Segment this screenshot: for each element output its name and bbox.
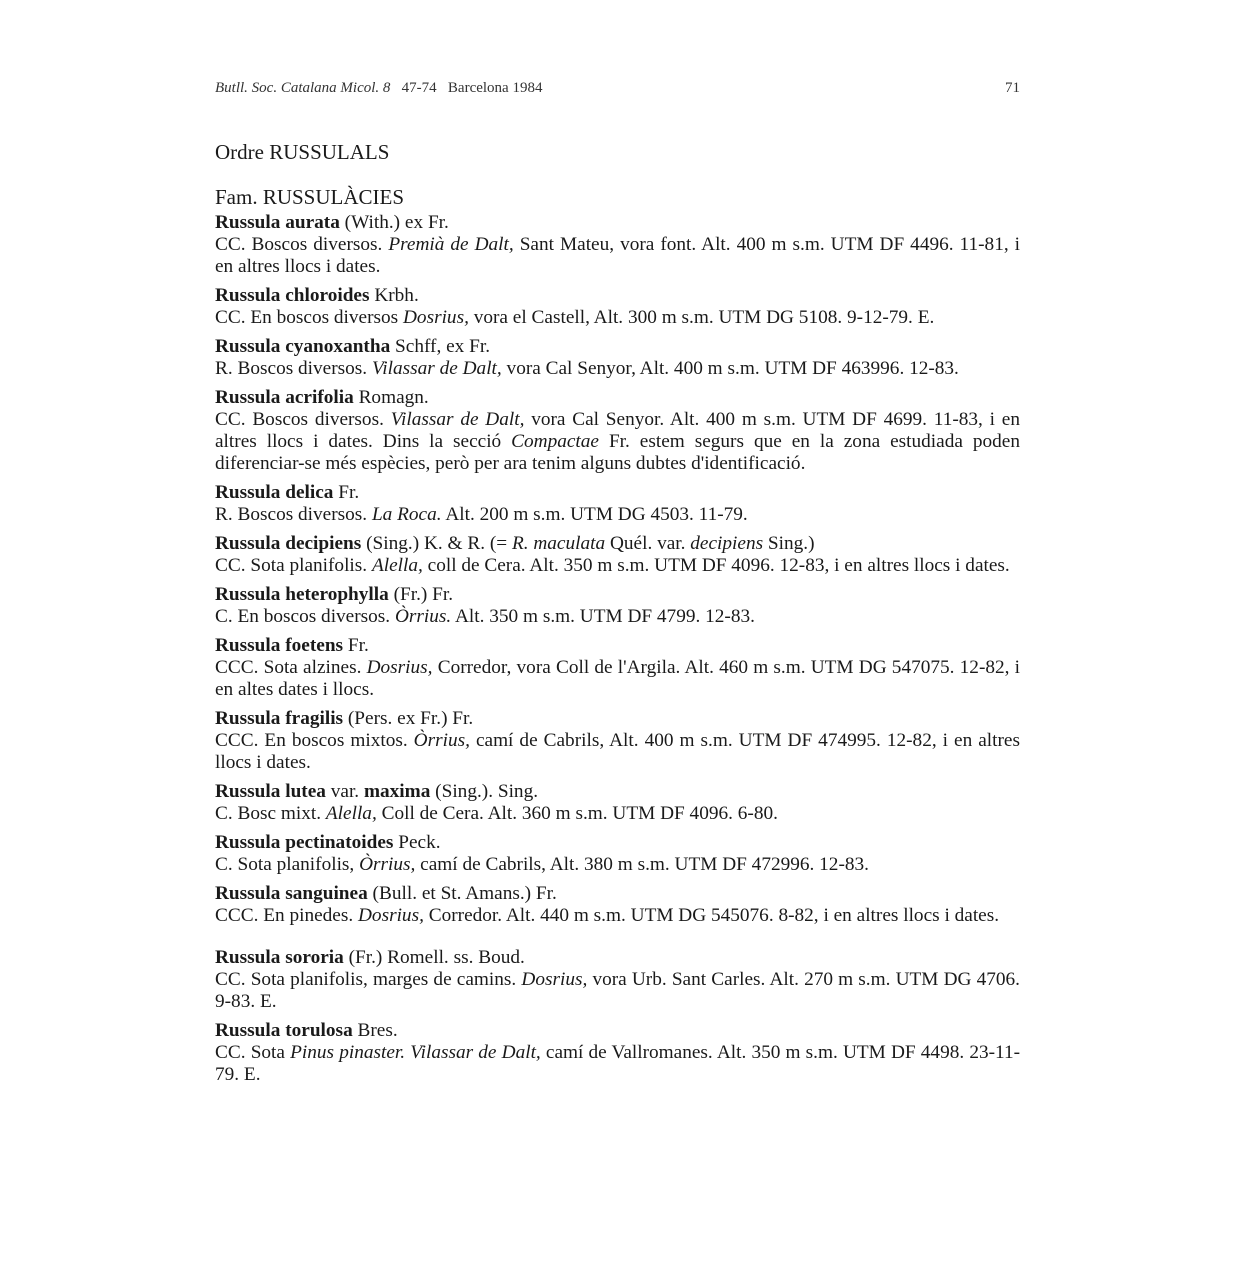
species-name: Russula decipiens (Sing.) K. & R. (= R. maculata Quél. var. decipiens Sing.) bbox=[215, 533, 815, 554]
species-description: C. En boscos diversos. Òrrius. Alt. 350 m s.m. UTM DF 4799. 12-83. bbox=[215, 606, 755, 627]
species-description: CC. En boscos diversos Dosrius, vora el Castell, Alt. 300 m s.m. UTM DG 5108. 9-12-79. E. bbox=[215, 307, 935, 328]
species-description: C. Sota planifolis, Òrrius, camí de Cabrils, Alt. 380 m s.m. UTM DF 472996. 12-83. bbox=[215, 854, 869, 875]
species-entry bbox=[215, 947, 1020, 1013]
species-name: Russula chloroides Krbh. bbox=[215, 285, 419, 306]
species-entry bbox=[215, 1020, 1020, 1086]
species-entry bbox=[215, 387, 1020, 475]
species-description: CCC. En boscos mixtos. Òrrius, camí de Cabrils, Alt. 400 m s.m. UTM DF 474995. 12-82, i en altres llocs i dates. bbox=[215, 730, 1020, 773]
species-name: Russula fragilis (Pers. ex Fr.) Fr. bbox=[215, 708, 474, 729]
species-name: Russula aurata (With.) ex Fr. bbox=[215, 212, 449, 233]
species-entry bbox=[215, 708, 1020, 774]
species-name: Russula sanguinea (Bull. et St. Amans.) Fr. bbox=[215, 883, 557, 904]
family-heading: Fam. RUSSULÀCIES bbox=[215, 185, 405, 209]
species-name: Russula pectinatoides Peck. bbox=[215, 832, 441, 853]
species-name: Russula acrifolia Romagn. bbox=[215, 387, 429, 408]
species-name: Russula torulosa Bres. bbox=[215, 1020, 398, 1041]
species-description: CCC. En pinedes. Dosrius, Corredor. Alt. 440 m s.m. UTM DG 545076. 8-82, i en altres llocs i dates. bbox=[215, 905, 1000, 926]
species-entry bbox=[215, 482, 1020, 526]
species-description: C. Bosc mixt. Alella, Coll de Cera. Alt. 360 m s.m. UTM DF 4096. 6-80. bbox=[215, 803, 778, 824]
species-entry bbox=[215, 285, 1020, 329]
species-description: CC. Sota planifolis, marges de camins. Dosrius, vora Urb. Sant Carles. Alt. 270 m s.m. UTM DG 4706. 9-83. E. bbox=[215, 969, 1020, 1012]
species-name: Russula delica Fr. bbox=[215, 482, 360, 503]
journal-name: Butll. Soc. Catalana Micol. 8 bbox=[215, 80, 391, 96]
species-list bbox=[215, 212, 1020, 1093]
species-entry bbox=[215, 635, 1020, 701]
species-description: CCC. Sota alzines. Dosrius, Corredor, vora Coll de l'Argila. Alt. 460 m s.m. UTM DG 547075. 12-82, i en altes dates i llocs. bbox=[215, 657, 1021, 700]
species-name: Russula heterophylla (Fr.) Fr. bbox=[215, 584, 454, 605]
species-description: R. Boscos diversos. La Roca. Alt. 200 m s.m. UTM DG 4503. 11-79. bbox=[215, 504, 748, 525]
order-heading: Ordre RUSSULALS bbox=[215, 140, 390, 164]
species-entry bbox=[215, 533, 1020, 577]
species-description: CC. Boscos diversos. Premià de Dalt, Sant Mateu, vora font. Alt. 400 m s.m. UTM DF 4496. 11-81, i en altres llocs i dates. bbox=[215, 234, 1021, 277]
species-description: CC. Sota Pinus pinaster. Vilassar de Dalt, camí de Vallromanes. Alt. 350 m s.m. UTM DF 4498. 23-11-79. E. bbox=[215, 1042, 1021, 1085]
species-description: CC. Boscos diversos. Vilassar de Dalt, vora Cal Senyor. Alt. 400 m s.m. UTM DF 4699. 11-83, i en altres llocs i dates. Dins la secció Compactae Fr. estem segurs que en la zona estudiada poden diferenciar-se més espècies, però per ara tenim alguns dubtes d'identificació. bbox=[215, 409, 1020, 474]
species-description: R. Boscos diversos. Vilassar de Dalt, vora Cal Senyor, Alt. 400 m s.m. UTM DF 463996. 12-83. bbox=[215, 358, 959, 379]
place-year: Barcelona 1984 bbox=[447, 80, 543, 96]
species-name: Russula lutea var. maxima (Sing.). Sing. bbox=[215, 781, 539, 802]
page-range: 47-74 bbox=[401, 80, 437, 96]
species-name: Russula sororia (Fr.) Romell. ss. Boud. bbox=[215, 947, 525, 968]
species-entry bbox=[215, 781, 1020, 825]
page-number: 71 bbox=[1005, 80, 1020, 96]
species-name: Russula foetens Fr. bbox=[215, 635, 369, 656]
running-header bbox=[215, 80, 1020, 102]
species-entry bbox=[215, 212, 1020, 278]
species-entry bbox=[215, 832, 1020, 876]
species-entry bbox=[215, 336, 1020, 380]
species-name: Russula cyanoxantha Schff, ex Fr. bbox=[215, 336, 491, 357]
species-entry bbox=[215, 584, 1020, 628]
species-entry bbox=[215, 883, 1020, 927]
species-description: CC. Sota planifolis. Alella, coll de Cera. Alt. 350 m s.m. UTM DF 4096. 12-83, i en altres llocs i dates. bbox=[215, 555, 1010, 576]
